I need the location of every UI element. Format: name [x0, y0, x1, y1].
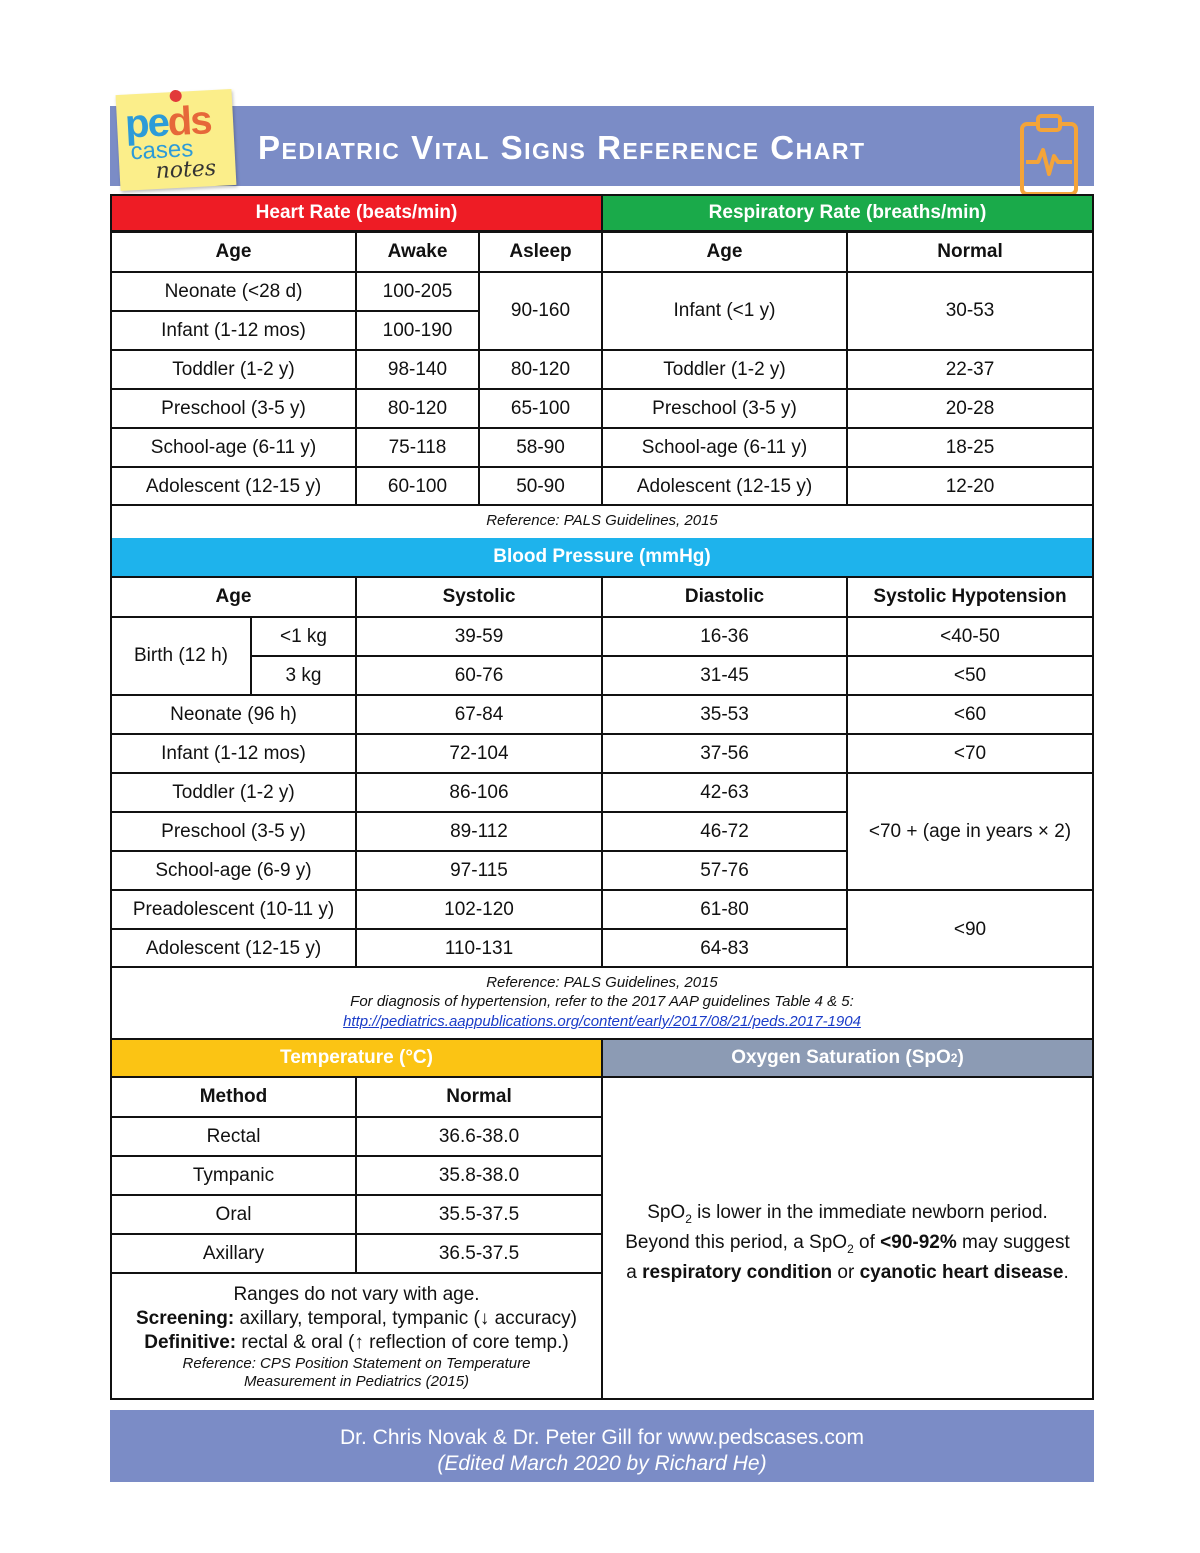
table-cell: <40-50 — [848, 618, 1092, 657]
table-cell: 89-112 — [357, 813, 603, 852]
respiratory-rate-header: Respiratory Rate (breaths/min) — [602, 194, 1094, 232]
pedscases-notes-logo: peds cases notes — [116, 89, 237, 191]
table-cell: Neonate (96 h) — [112, 696, 357, 735]
table-cell: 102-120 — [357, 891, 603, 930]
blood-pressure-header: Blood Pressure (mmHg) — [110, 538, 1094, 578]
table-cell: 39-59 — [357, 618, 603, 657]
aap-guidelines-link-wrap — [112, 1013, 1092, 1030]
table-cell: 57-76 — [603, 852, 848, 891]
hr-col-age: Age — [112, 233, 357, 273]
edit-credit: (Edited March 2020 by Richard He) — [437, 1452, 767, 1475]
table-cell: Preschool (3-5 y) — [603, 390, 848, 429]
table-cell: 37-56 — [603, 735, 848, 774]
table-cell: 98-140 — [357, 351, 480, 390]
table-cell: 61-80 — [603, 891, 848, 930]
table-cell: 100-205 — [357, 273, 480, 312]
table-cell: 86-106 — [357, 774, 603, 813]
table-cell: Birth (12 h) — [112, 618, 252, 696]
title-banner — [110, 106, 1094, 186]
table-cell: 72-104 — [357, 735, 603, 774]
page-title: Pediatric Vital Signs Reference Chart — [258, 129, 866, 166]
table-cell: 75-118 — [357, 429, 480, 468]
heart-rate-header: Heart Rate (beats/min) — [110, 194, 602, 232]
temperature-notes — [112, 1274, 603, 1400]
screening-note: Screening: axillary, temporal, tympanic (↓ accuracy) — [135, 1308, 577, 1329]
table-cell: Axillary — [112, 1235, 357, 1274]
table-cell: Infant (<1 y) — [603, 273, 848, 351]
table-cell: <70 + (age in years × 2) — [848, 774, 1092, 891]
table-cell: <90 — [953, 918, 987, 940]
table-cell: Preschool (3-5 y) — [112, 390, 357, 429]
table-cell: 36.5-37.5 — [357, 1235, 603, 1274]
table-cell: 80-120 — [357, 390, 480, 429]
table-cell: 67-84 — [357, 696, 603, 735]
bp-col-hypotension: Systolic Hypotension — [848, 578, 1092, 618]
reference-text: Reference: PALS Guidelines, 2015 — [486, 974, 718, 991]
bp-col-age: Age — [112, 578, 357, 618]
table-cell: 31-45 — [603, 657, 848, 696]
table-cell: Oral — [112, 1196, 357, 1235]
table-cell: School-age (6-9 y) — [112, 852, 357, 891]
table-cell: 90-160 — [480, 273, 603, 351]
table-cell: School-age (6-11 y) — [603, 429, 848, 468]
table-cell: Preschool (3-5 y) — [112, 813, 357, 852]
table-cell: 35-53 — [603, 696, 848, 735]
table-cell: 64-83 — [603, 930, 848, 968]
table-cell: <60 — [848, 696, 1092, 735]
table-cell: Neonate (<28 d) — [112, 273, 357, 312]
table-cell: Toddler (1-2 y) — [603, 351, 848, 390]
temp-col-method: Method — [112, 1078, 357, 1118]
table-cell: <70 — [848, 735, 1092, 774]
table-cell: 20-28 — [848, 390, 1092, 429]
table-cell: 60-76 — [357, 657, 603, 696]
table-cell: 97-115 — [357, 852, 603, 891]
table-cell: 3 kg — [252, 657, 357, 696]
aap-guidelines-link[interactable]: http://pediatrics.aappublications.org/content/early/2017/08/21/peds.2017-1904 — [343, 1013, 861, 1030]
table-cell: 110-131 — [357, 930, 603, 968]
table-cell: 58-90 — [480, 429, 603, 468]
table-cell: 35.8-38.0 — [357, 1157, 603, 1196]
table-cell: 22-37 — [848, 351, 1092, 390]
table-cell: 80-120 — [480, 351, 603, 390]
table-cell: 42-63 — [603, 774, 848, 813]
table-cell: Adolescent (12-15 y) — [112, 468, 357, 506]
definitive-note: Definitive: rectal & oral (↑ reflection of core temp.) — [144, 1332, 569, 1353]
table-cell: Toddler (1-2 y) — [112, 351, 357, 390]
temp-oxygen-table — [110, 1076, 1094, 1400]
rr-col-age: Age — [603, 233, 848, 273]
table-cell: Adolescent (12-15 y) — [603, 468, 848, 506]
table-cell: Preadolescent (10-11 y) — [112, 891, 357, 930]
table-cell: 65-100 — [480, 390, 603, 429]
oxygen-saturation-note: SpO$_2$ is lower in the immediate newborn period. Beyond this period, a SpO$_2$ of <90-92% may suggest a respiratory condition or cyanotic heart disease. — [625, 1202, 1070, 1283]
reference-text: Reference: PALS Guidelines, 2015 — [486, 512, 718, 529]
table-cell: <50 — [848, 657, 1092, 696]
temperature-header: Temperature (°C) — [110, 1038, 602, 1078]
table-cell: Toddler (1-2 y) — [112, 774, 357, 813]
reference-text: Measurement in Pediatrics (2015) — [243, 1373, 470, 1390]
table-cell: Infant (1-12 mos) — [112, 735, 357, 774]
rr-col-normal: Normal — [848, 233, 1092, 273]
table-cell: Adolescent (12-15 y) — [112, 930, 357, 968]
bp-col-diastolic: Diastolic — [603, 578, 848, 618]
table-cell: 35.5-37.5 — [357, 1196, 603, 1235]
hr-rr-table — [110, 231, 1094, 506]
reference-row-1 — [110, 504, 1094, 540]
table-cell: <1 kg — [252, 618, 357, 657]
temp-col-normal: Normal — [357, 1078, 603, 1118]
reference-text: Reference: CPS Position Statement on Temperature — [182, 1355, 531, 1372]
hypertension-note: For diagnosis of hypertension, refer to the 2017 AAP guidelines Table 4 & 5: — [350, 993, 854, 1010]
table-cell: School-age (6-11 y) — [112, 429, 357, 468]
oxygen-saturation-header: Oxygen Saturation (SpO 2 ) — [602, 1038, 1094, 1078]
table-cell: 46-72 — [603, 813, 848, 852]
hr-col-awake: Awake — [357, 233, 480, 273]
table-cell: 50-90 — [480, 468, 603, 506]
author-credit: Dr. Chris Novak & Dr. Peter Gill for www.pedscases.com — [340, 1426, 864, 1449]
bp-col-systolic: Systolic — [357, 578, 603, 618]
table-cell: 12-20 — [945, 476, 995, 497]
reference-row-2 — [110, 966, 1094, 1040]
table-cell: Rectal — [112, 1118, 357, 1157]
table-cell: Tympanic — [112, 1157, 357, 1196]
hr-col-asleep: Asleep — [480, 233, 603, 273]
table-cell: 16-36 — [603, 618, 848, 657]
clipboard-heartbeat-icon — [1016, 112, 1082, 198]
temperature-note: Ranges do not vary with age. — [233, 1284, 480, 1305]
blood-pressure-table — [110, 576, 1094, 968]
footer-banner — [110, 1410, 1094, 1482]
table-cell: Infant (1-12 mos) — [112, 312, 357, 351]
table-cell: 36.6-38.0 — [357, 1118, 603, 1157]
table-cell: 30-53 — [848, 273, 1092, 351]
table-cell: 100-190 — [357, 312, 480, 351]
table-cell: 18-25 — [848, 429, 1092, 468]
table-cell: 60-100 — [357, 468, 480, 506]
